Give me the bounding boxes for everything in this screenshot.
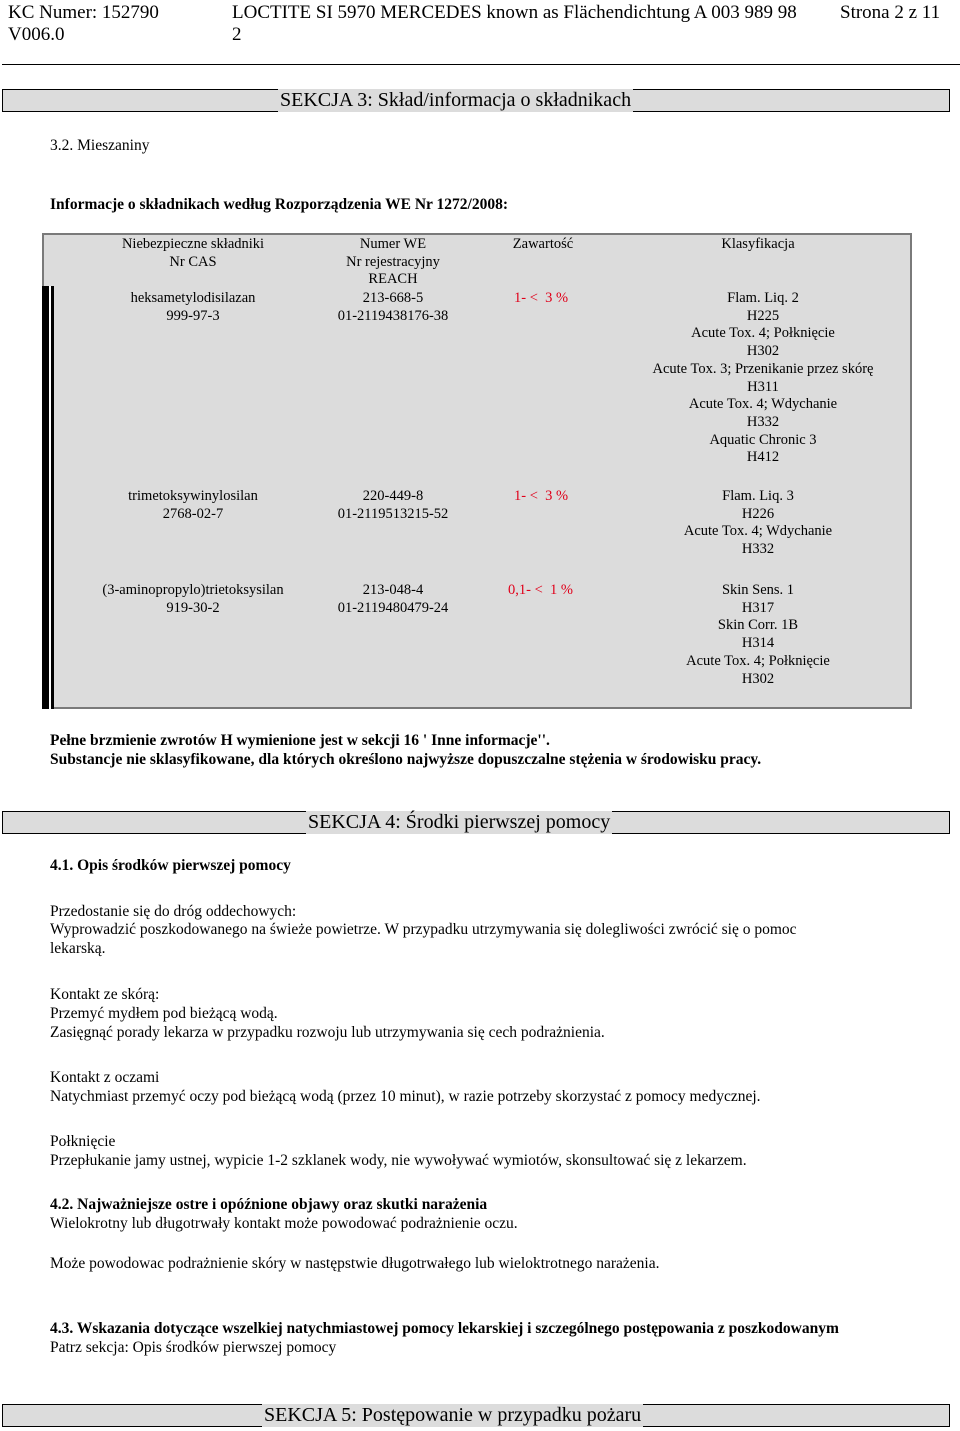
regulation-info: Informacje o składnikach według Rozporządzenia WE Nr 1272/2008: [50,196,508,213]
table-row-2-content: 1- < 3 % [514,488,569,504]
section4-title: SEKCJA 4: Środki pierwszej pomocy [308,811,611,833]
table-row-2-classification: Flam. Liq. 3 H226 Acute Tox. 4; Wdychanie H332 [683,488,833,558]
product-name: LOCTITE SI 5970 MERCEDES known as Flächendichtung A 003 989 98 [232,2,797,23]
h-phrases-note: Pełne brzmienie zwrotów H wymienione jest w sekcji 16 ' Inne informacje''. [50,732,550,749]
table-header-classification: Klasyfikacja [721,236,795,252]
eye-text: Natychmiast przemyć oczy pod bieżącą wodą (przez 10 minut), w razie potrzeby skorzystać z pomocy medycznej. [50,1088,761,1105]
header-divider [2,64,960,65]
section-4-1-heading: 4.1. Opis środków pierwszej pomocy [50,857,291,874]
table-row-3-we: 213-048-4 01-2119480479-24 [337,582,449,616]
section5-title: SEKCJA 5: Postępowanie w przypadku pożaru [264,1404,642,1426]
table-row-3-component: (3-aminopropylo)trietoksysilan 919-30-2 [102,582,284,616]
table-row-1-component: heksametylodisilazan 999-97-3 [130,290,256,324]
oel-note: Substancje nie sklasyfikowane, dla których określono najwyższe dopuszczalne stężenia w środowisku pracy. [50,751,762,768]
row-marker-bar-outer [42,286,49,709]
table-header-content: Zawartość [512,236,574,252]
inhalation-heading: Przedostanie się do dróg oddechowych: [50,903,297,920]
table-row-1-content: 1- < 3 % [514,290,569,306]
table-row-2-component: trimetoksywinylosilan 2768-02-7 [128,488,258,522]
symptoms-text-2: Może powodowac podrażnienie skóry w następstwie długotrwałego lub wieloktrotnego narażenia. [50,1255,660,1272]
table-row-3-classification: Skin Sens. 1 H317 Skin Corr. 1B H314 Acute Tox. 4; Połknięcie H302 [686,582,830,687]
ingestion-text: Przepłukanie jamy ustnej, wypicie 1-2 szklanek wody, nie wywoływać wymiotów, skonsultować się z lekarzem. [50,1152,747,1169]
skin-heading: Kontakt ze skórą: [50,986,160,1003]
kc-number: KC Numer: 152790 [8,2,159,23]
table-header-component: Niebezpieczne składniki Nr CAS [121,236,265,270]
reference-text: Patrz sekcja: Opis środków pierwszej pomocy [50,1339,337,1356]
skin-text-2: Zasięgnąć porady lekarza w przypadku rozwoju lub utrzymywania się cech podrażnienia. [50,1024,605,1041]
inhalation-text-2: lekarską. [50,940,106,957]
table-header-we: Numer WE Nr rejestracyjny REACH [346,236,440,288]
inhalation-text-1: Wyprowadzić poszkodowanego na świeże powietrze. W przypadku utrzymywania się dolegliwości zwrócić się o pomoc [50,921,797,938]
section-4-3-heading: 4.3. Wskazania dotyczące wszelkiej natychmiastowej pomocy lekarskiej i szczególnego postępowania z poszkodowanym [50,1320,839,1337]
version: V006.0 [8,24,65,45]
ingestion-heading: Połknięcie [50,1133,116,1150]
table-row-3-content: 0,1- < 1 % [508,582,573,598]
eye-heading: Kontakt z oczami [50,1069,160,1086]
row-marker-bar-inner [51,286,54,709]
page-number: Strona 2 z 11 [840,2,941,23]
symptoms-text-1: Wielokrotny lub długotrwały kontakt może powodować podrażnienie oczu. [50,1215,518,1232]
product-name-cont: 2 [232,24,242,45]
skin-text-1: Przemyć mydłem pod bieżącą wodą. [50,1005,278,1022]
table-row-1-classification: Flam. Liq. 2 H225 Acute Tox. 4; Połknięcie H302 Acute Tox. 3; Przenikanie przez skórę H311 Acute Tox. 4; Wdychanie H332 Aquatic Chronic 3 H412 [652,290,874,466]
section-3-2-heading: 3.2. Mieszaniny [50,137,150,154]
table-row-1-we: 213-668-5 01-2119438176-38 [337,290,449,324]
table-row-2-we: 220-449-8 01-2119513215-52 [337,488,449,522]
section3-title: SEKCJA 3: Skład/informacja o składnikach [280,89,632,111]
section-4-2-heading: 4.2. Najważniejsze ostre i opóźnione objawy oraz skutki narażenia [50,1196,488,1213]
